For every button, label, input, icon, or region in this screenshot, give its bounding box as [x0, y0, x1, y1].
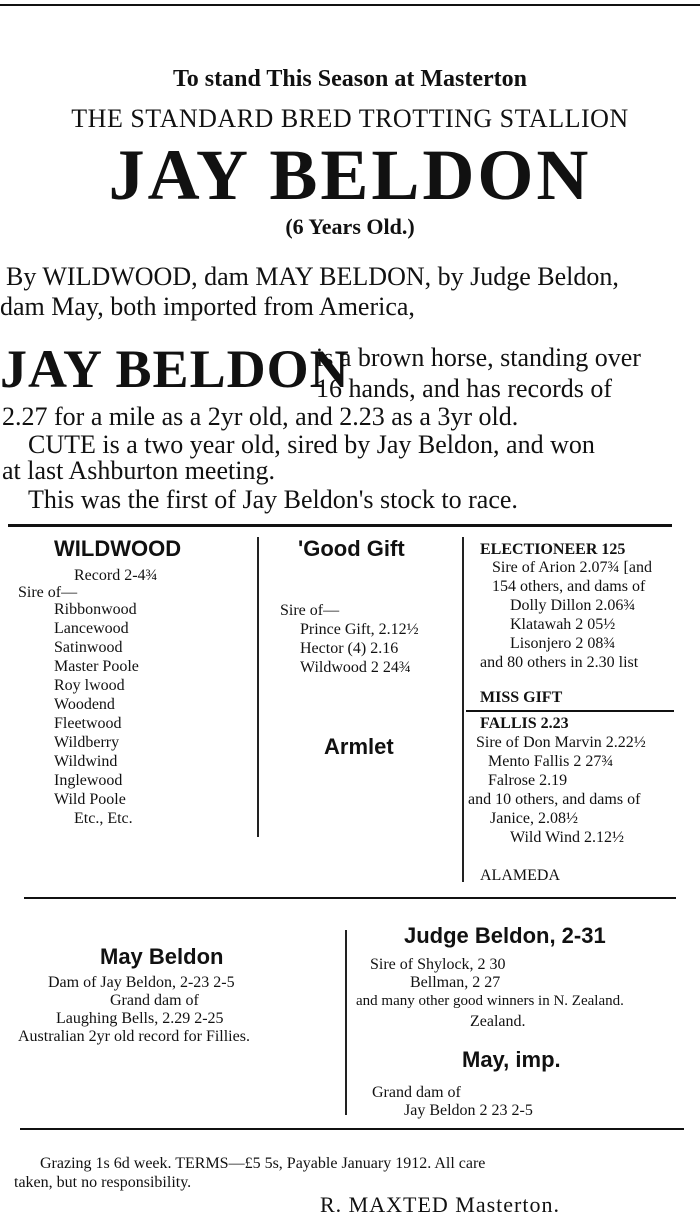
wildwood-progeny-item: Fleetwood — [54, 715, 122, 732]
footer-rule — [20, 1128, 684, 1130]
wildwood-progeny-item: Ribbonwood — [54, 601, 137, 618]
fallis-line-5: Janice, 2.08½ — [490, 810, 578, 827]
signature: R. MAXTED Masterton. — [320, 1192, 560, 1217]
wildwood-progeny-item: Satinwood — [54, 639, 123, 656]
terms-line-2: taken, but no responsibility. — [14, 1174, 192, 1191]
column-divider-1 — [257, 537, 259, 837]
table-top-rule — [8, 524, 672, 527]
wildwood-progeny-item: Etc., Etc. — [74, 810, 133, 827]
may-imp-title: May, imp. — [462, 1047, 561, 1072]
top-rule — [0, 4, 700, 6]
header-line-1: To stand This Season at Masterton — [172, 66, 528, 92]
judge-beldon-line-3: and many other good winners in N. Zealand. — [356, 993, 624, 1009]
description-line-3: 2.27 for a mile as a 2yr old, and 2.23 as a 3yr old. — [2, 402, 519, 431]
wildwood-progeny-item: Wildberry — [54, 734, 120, 751]
good-gift-progeny-3: Wildwood 2 24¾ — [300, 659, 411, 676]
judge-beldon-title: Judge Beldon, 2-31 — [404, 923, 606, 948]
wildwood-progeny-list — [54, 600, 139, 828]
miss-gift-rule — [466, 710, 674, 712]
judge-beldon-line-2: Bellman, 2 27 — [410, 974, 501, 991]
electioneer-title: ELECTIONEER 125 — [480, 541, 626, 558]
page-title: JAY BELDON — [108, 135, 592, 215]
fallis-line-1: Sire of Don Marvin 2.22½ — [476, 734, 646, 751]
wildwood-title: WILDWOOD — [54, 536, 182, 561]
good-gift-sire-of: Sire of— — [280, 602, 340, 619]
fallis-line-2: Mento Fallis 2 27¾ — [488, 753, 614, 770]
wildwood-progeny-item: Wildwind — [54, 753, 118, 770]
wildwood-progeny-item: Master Poole — [54, 658, 139, 675]
judge-beldon-line-1: Sire of Shylock, 2 30 — [370, 956, 506, 973]
description-line-6: This was the first of Jay Beldon's stock to race. — [28, 485, 518, 514]
wildwood-progeny-item: Inglewood — [54, 772, 123, 789]
armlet-title: Armlet — [324, 734, 394, 759]
description-line-4: CUTE is a two year old, sired by Jay Beldon, and won — [28, 430, 595, 459]
fallis-line-6: Wild Wind 2.12½ — [510, 829, 624, 846]
fallis-line-3: Falrose 2.19 — [488, 772, 568, 789]
judge-beldon-line-4: Zealand. — [470, 1013, 526, 1030]
may-beldon-title: May Beldon — [100, 944, 224, 969]
electioneer-line-1: Sire of Arion 2.07¾ [and — [492, 559, 652, 576]
may-beldon-line-2: Grand dam of — [110, 992, 199, 1009]
wildwood-progeny-item: Woodend — [54, 696, 115, 713]
wildwood-sire-of: Sire of— — [18, 584, 78, 601]
wildwood-progeny-item: Roy lwood — [54, 677, 125, 694]
electioneer-line-6: and 80 others in 2.30 list — [480, 654, 639, 671]
good-gift-progeny-2: Hector (4) 2.16 — [300, 640, 399, 657]
column-divider-2 — [462, 537, 464, 882]
alameda-title: ALAMEDA — [480, 867, 560, 884]
good-gift-progeny-1: Prince Gift, 2.12½ — [300, 621, 419, 638]
horse-name-large: JAY BELDON — [0, 339, 350, 399]
wildwood-progeny-item: Wild Poole — [54, 791, 126, 808]
pedigree-line-2: dam May, both imported from America, — [0, 292, 415, 321]
may-beldon-line-4: Australian 2yr old record for Fillies. — [18, 1028, 250, 1045]
header-line-2: THE STANDARD BRED TROTTING STALLION — [71, 104, 629, 133]
description-line-5: at last Ashburton meeting. — [2, 456, 275, 485]
description-line-1: is a brown horse, standing over — [316, 343, 641, 372]
age-line: (6 Years Old.) — [285, 214, 415, 239]
miss-gift-title: MISS GIFT — [480, 689, 563, 706]
may-beldon-line-3: Laughing Bells, 2.29 2-25 — [56, 1010, 224, 1027]
may-beldon-line-1: Dam of Jay Beldon, 2-23 2-5 — [48, 974, 235, 991]
terms-line-1: Grazing 1s 6d week. TERMS—£5 5s, Payable January 1912. All care — [40, 1155, 486, 1172]
may-imp-line-1: Grand dam of — [372, 1084, 461, 1101]
description-line-2: 16 hands, and has records of — [316, 374, 613, 403]
pedigree-line-1: By WILDWOOD, dam MAY BELDON, by Judge Beldon, — [6, 262, 619, 291]
electioneer-line-4: Klatawah 2 05½ — [510, 616, 616, 633]
may-imp-line-2: Jay Beldon 2 23 2-5 — [404, 1102, 533, 1119]
wildwood-record: Record 2-4¾ — [74, 567, 158, 584]
electioneer-line-5: Lisonjero 2 08¾ — [510, 635, 616, 652]
wildwood-progeny-item: Lancewood — [54, 620, 129, 637]
bottom-column-divider — [345, 930, 347, 1115]
table-mid-rule — [24, 897, 676, 899]
fallis-title: FALLIS 2.23 — [480, 715, 569, 732]
good-gift-title: 'Good Gift — [298, 536, 405, 561]
electioneer-line-2: 154 others, and dams of — [492, 578, 646, 595]
electioneer-line-3: Dolly Dillon 2.06¾ — [510, 597, 636, 614]
fallis-line-4: and 10 others, and dams of — [468, 791, 641, 808]
